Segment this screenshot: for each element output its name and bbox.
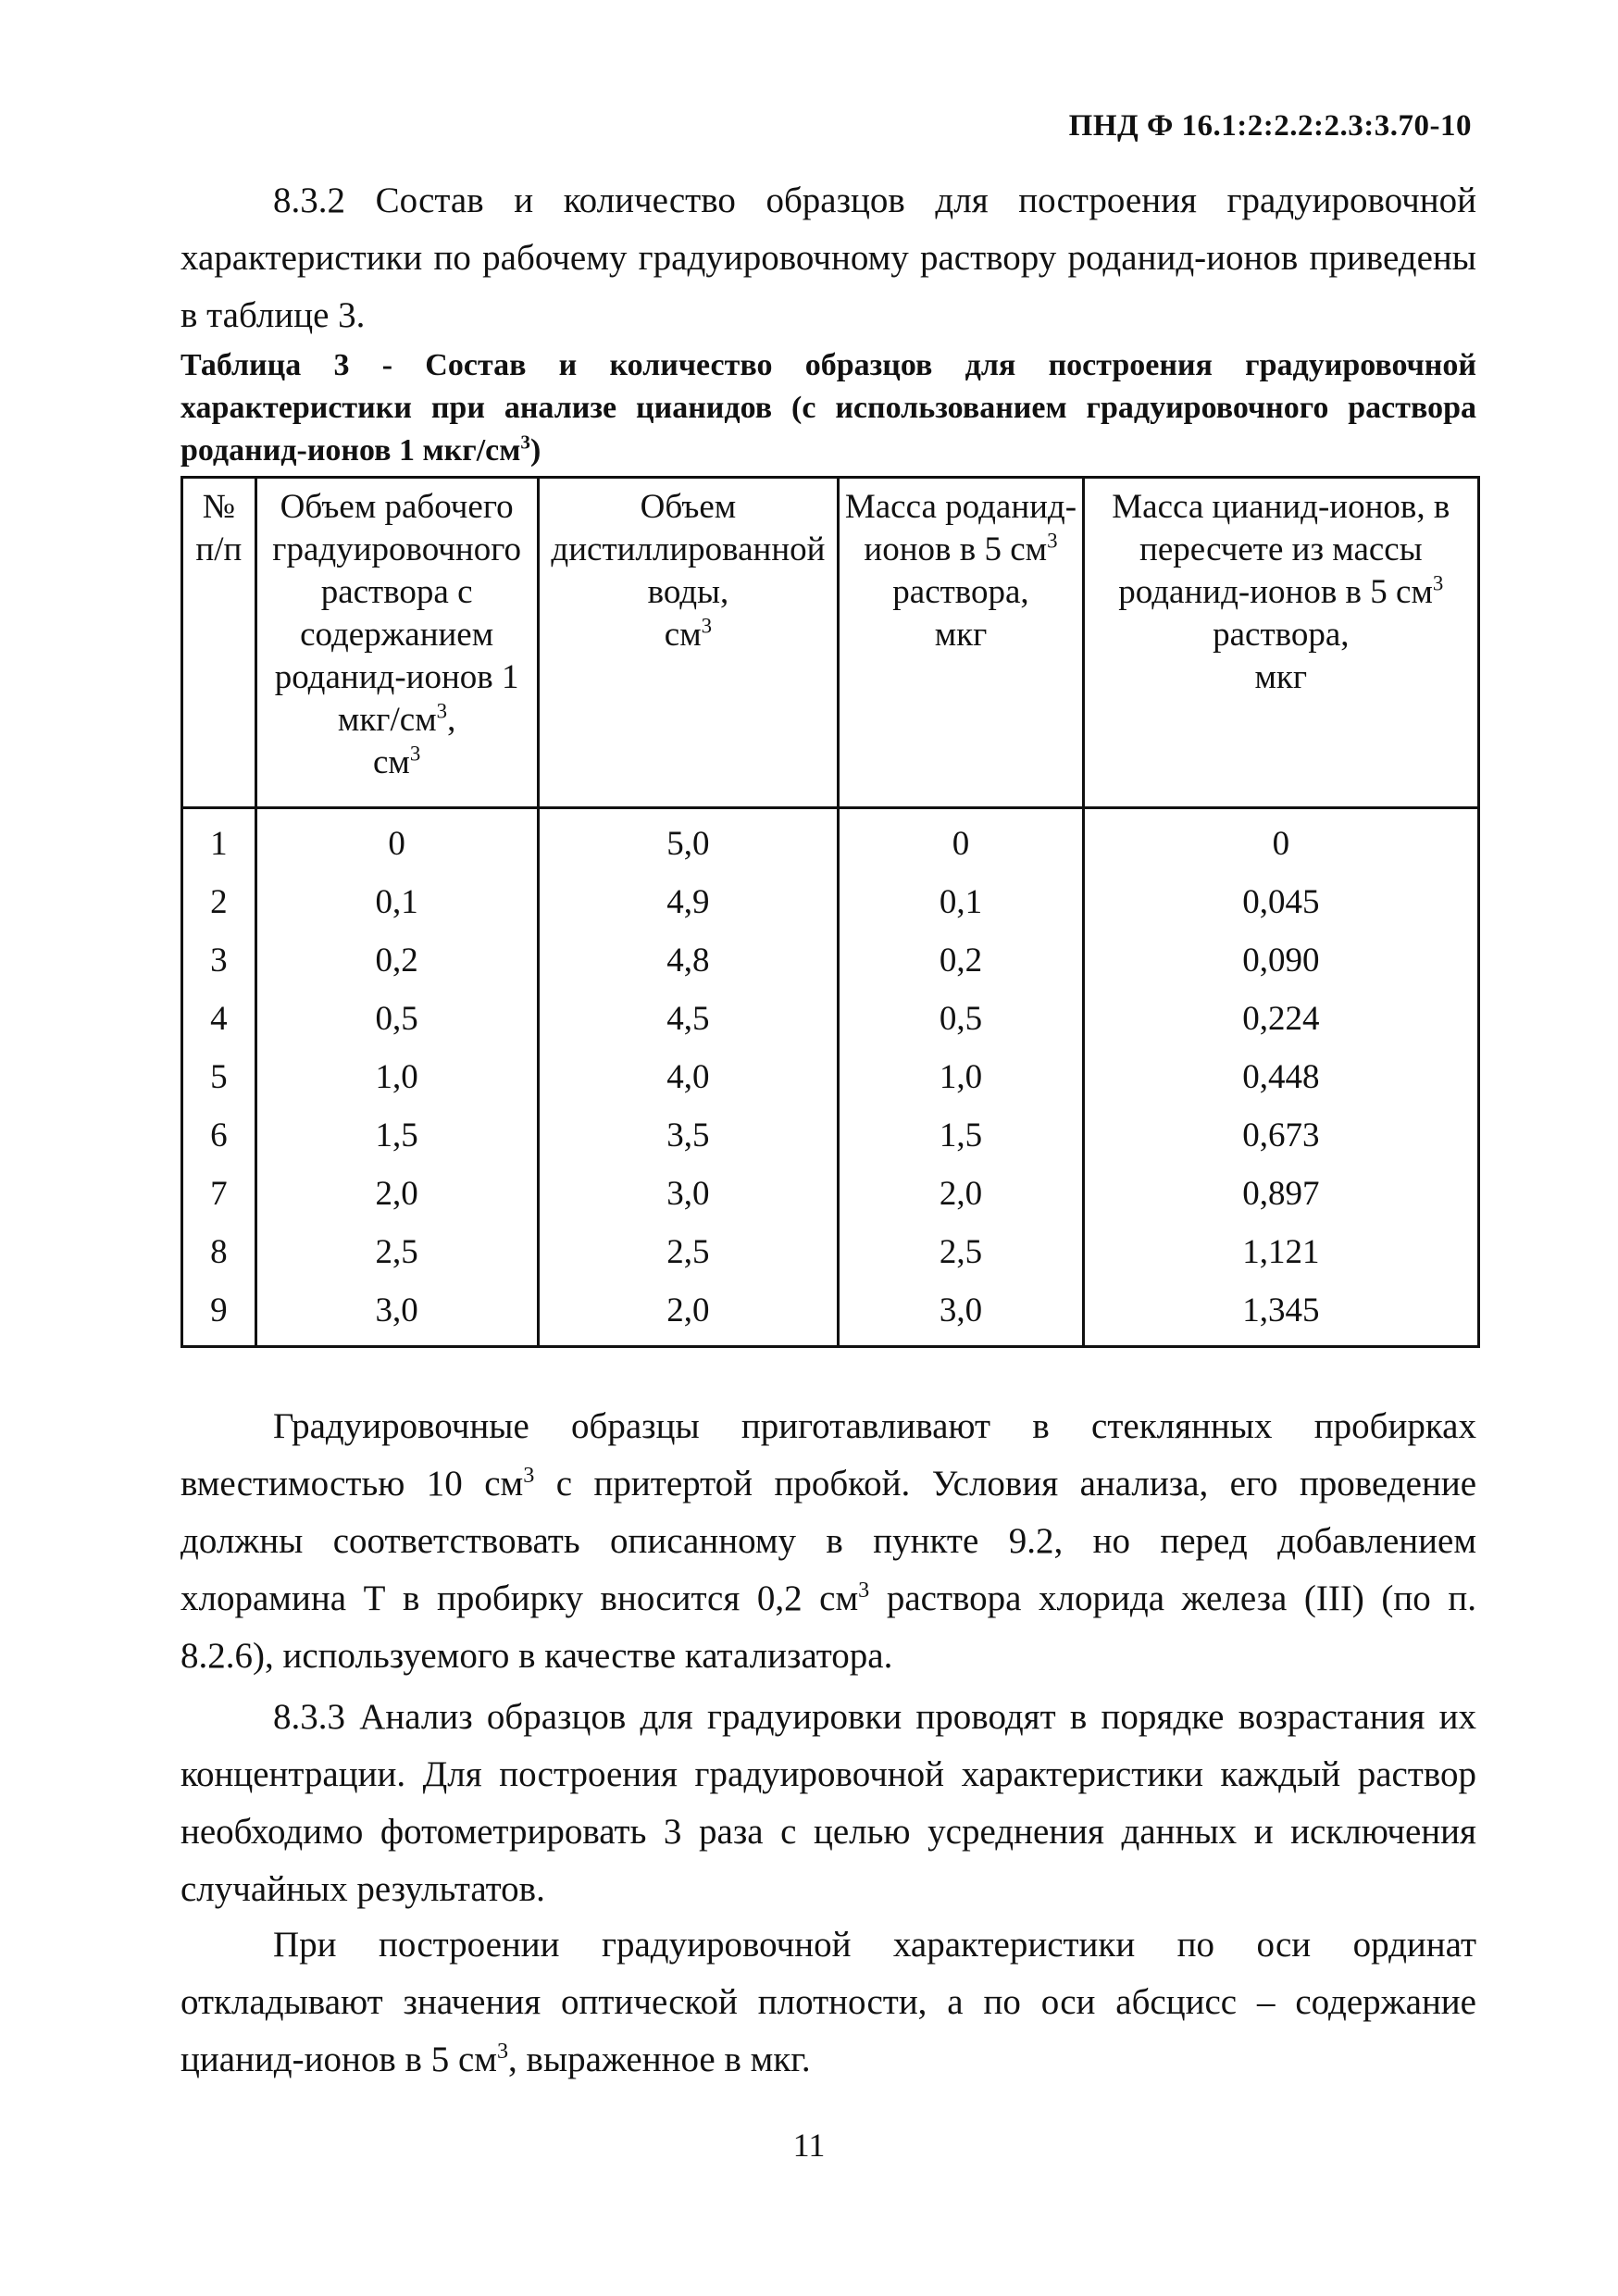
thiocyanate-mass-cell: 0 <box>839 808 1083 874</box>
row-number-cell: 5 <box>182 1048 256 1106</box>
water-volume-cell: 3,5 <box>538 1106 839 1165</box>
cyanide-mass-cell: 0,897 <box>1083 1165 1478 1223</box>
thiocyanate-mass-cell: 0,2 <box>839 931 1083 990</box>
sample-preparation-paragraph: Градуировочные образцы приготавливают в стеклянных пробирках вместимостью 10 $см^3$ с притертой пробкой. Условия анализа, его проведение должны соответствовать описанному в пункте 9.2, но перед добавлением хлорамина Т в пробирку вносится 0,2 $см^3$ раствора хлорида железа (III) (по п. 8.2.6), используемого в качестве катализатора. <box>180 1406 1476 1676</box>
table-row <box>182 873 1479 931</box>
table-header-row <box>182 478 1479 808</box>
table-row <box>182 808 1479 874</box>
section-8-3-2-text: 8.3.2 Состав и количество образцов для построения градуировочной характеристики по рабочему градуировочному раствору роданид-ионов приведены в таблице 3. <box>180 181 1476 335</box>
row-number-cell: 8 <box>182 1223 256 1281</box>
cyanide-mass-cell: 0,045 <box>1083 873 1478 931</box>
table-row <box>182 990 1479 1048</box>
water-volume-cell: 2,5 <box>538 1223 839 1281</box>
table-row <box>182 1165 1479 1223</box>
working-volume-cell: 0 <box>255 808 538 874</box>
document-code-header: ПНД Ф 16.1:2:2.2:2.3:3.70-10 <box>1068 109 1472 143</box>
row-number-cell: 6 <box>182 1106 256 1165</box>
working-volume-cell: 1,5 <box>255 1106 538 1165</box>
water-volume-cell: 4,0 <box>538 1048 839 1106</box>
working-volume-cell: 0,1 <box>255 873 538 931</box>
thiocyanate-mass-cell: 2,5 <box>839 1223 1083 1281</box>
row-number-cell: 9 <box>182 1281 256 1347</box>
table-row <box>182 1048 1479 1106</box>
water-volume-cell: 4,9 <box>538 873 839 931</box>
working-volume-cell: 1,0 <box>255 1048 538 1106</box>
section-8-3-3-paragraph <box>180 1689 1476 1918</box>
table-row <box>182 1281 1479 1347</box>
table-3-caption: Таблица 3 - Состав и количество образцов для построения градуировочной характеристики при анализе цианидов (с использованием градуировочного раствора роданид-ионов 1 мкг/$см^3$) <box>180 348 1476 468</box>
section-8-3-3-text: 8.3.3 Анализ образцов для градуировки проводят в порядке возрастания их концентрации. Для построения градуировочной характеристики каждый раствор необходимо фотометрировать 3 раза с целью усреднения данных и исключения случайных результатов. <box>180 1697 1476 1909</box>
water-volume-cell: 4,8 <box>538 931 839 990</box>
thiocyanate-mass-cell: 2,0 <box>839 1165 1083 1223</box>
thiocyanate-mass-cell: 1,0 <box>839 1048 1083 1106</box>
header-row-number: № п/п <box>182 478 256 808</box>
working-volume-cell: 0,2 <box>255 931 538 990</box>
water-volume-cell: 5,0 <box>538 808 839 874</box>
row-number-cell: 4 <box>182 990 256 1048</box>
water-volume-cell: 3,0 <box>538 1165 839 1223</box>
row-number-cell: 7 <box>182 1165 256 1223</box>
cyanide-mass-cell: 0,090 <box>1083 931 1478 990</box>
thiocyanate-mass-cell: 1,5 <box>839 1106 1083 1165</box>
thiocyanate-mass-cell: 0,1 <box>839 873 1083 931</box>
row-number-cell: 2 <box>182 873 256 931</box>
working-volume-cell: 3,0 <box>255 1281 538 1347</box>
table-row <box>182 931 1479 990</box>
header-cyanide-mass: Масса цианид-ионов, в пересчете из массы роданид-ионов в 5 $см^3$ раствора, мкг <box>1083 478 1478 808</box>
cyanide-mass-cell: 0,224 <box>1083 990 1478 1048</box>
header-working-solution-volume: Объем рабочего градуировочного раствора с содержанием роданид-ионов 1 мкг/$см^3$, $см^3$ <box>255 478 538 808</box>
working-volume-cell: 0,5 <box>255 990 538 1048</box>
section-8-3-2-paragraph <box>180 172 1476 344</box>
table-row <box>182 1223 1479 1281</box>
cyanide-mass-cell: 0,448 <box>1083 1048 1478 1106</box>
cyanide-mass-cell: 0,673 <box>1083 1106 1478 1165</box>
header-thiocyanate-mass: Масса роданид-ионов в 5 $см^3$ раствора, мкг <box>839 478 1083 808</box>
table-row <box>182 1106 1479 1165</box>
row-number-cell: 3 <box>182 931 256 990</box>
cyanide-mass-cell: 1,121 <box>1083 1223 1478 1281</box>
working-volume-cell: 2,0 <box>255 1165 538 1223</box>
page-number: 11 <box>792 2127 826 2164</box>
row-number-cell: 1 <box>182 808 256 874</box>
header-distilled-water-volume: Объем дистиллированной воды, $см^3$ <box>538 478 839 808</box>
thiocyanate-mass-cell: 0,5 <box>839 990 1083 1048</box>
working-volume-cell: 2,5 <box>255 1223 538 1281</box>
water-volume-cell: 4,5 <box>538 990 839 1048</box>
cyanide-mass-cell: 1,345 <box>1083 1281 1478 1347</box>
water-volume-cell: 2,0 <box>538 1281 839 1347</box>
calibration-table <box>180 476 1480 1348</box>
cyanide-mass-cell: 0 <box>1083 808 1478 874</box>
thiocyanate-mass-cell: 3,0 <box>839 1281 1083 1347</box>
axes-description-paragraph: При построении градуировочной характеристики по оси ординат откладывают значения оптической плотности, а по оси абсцисс – содержание цианид-ионов в 5 $см^3$, выраженное в мкг. <box>180 1925 1476 2079</box>
